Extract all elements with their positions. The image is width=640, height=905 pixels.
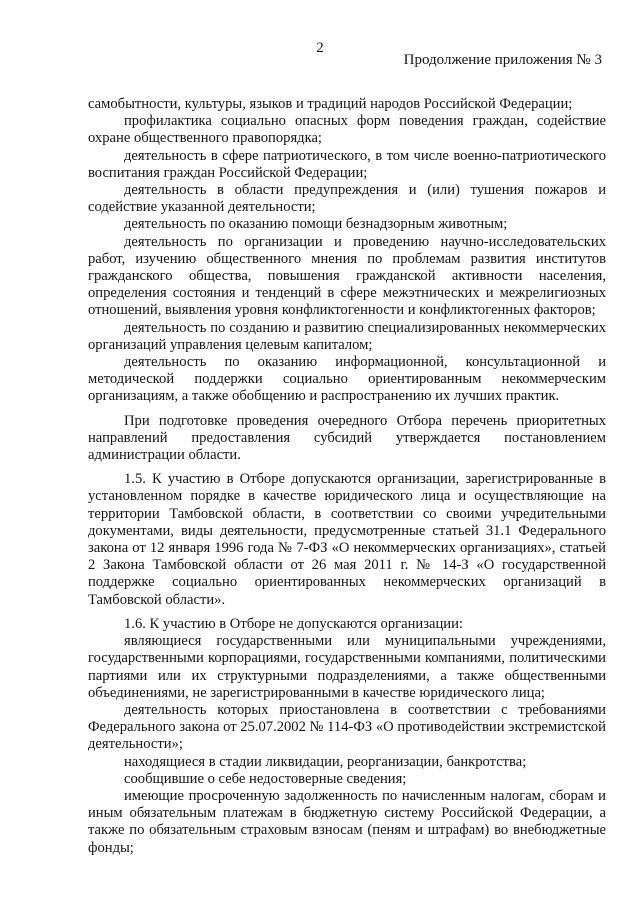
paragraph: деятельность в области предупреждения и (или) тушения пожаров и содействие указанной деятельности; xyxy=(88,182,606,216)
appendix-continuation-label: Продолжение приложения № 3 xyxy=(403,52,602,68)
paragraph: деятельность по организации и проведению научно-исследовательских работ, изучению общественного мнения по проблемам развития институтов гражданского общества, повышения гражданской активности населения, определения состояния и тенденций в сфере межэтнических и межрелигиозных отношений, выявления уровня конфликтогенности и конфликтогенных факторов; xyxy=(88,233,606,319)
paragraph: деятельность по оказанию помощи безнадзорным животным; xyxy=(124,216,508,233)
paragraph: сообщившие о себе недостоверные сведения; xyxy=(124,770,407,787)
paragraph: 1.6. К участию в Отборе не допускаются организации: xyxy=(124,615,463,632)
paragraph: деятельность которых приостановлена в соответствии с требованиями Федерального закона от 25.07.2002 № 114-ФЗ «О противодействии экстремистской деятельности»; xyxy=(88,701,606,753)
paragraph: самобытности, культуры, языков и традиций народов Российской Федерации; xyxy=(88,96,573,112)
paragraph: деятельность по созданию и развитию специализированных некоммерческих организаций управления целевым капиталом; xyxy=(88,319,606,353)
paragraph: имеющие просроченную задолженность по начисленным налогам, сборам и иным обязательным платежам в бюджетную систему Российской Федерации, а также по обязательным страховым взносам (пеням и штрафам) во внебюджетные фонды; xyxy=(88,787,606,856)
paragraph: При подготовке проведения очередного Отбора перечень приоритетных направлений предоставления субсидий утверждается постановлением администрации области. xyxy=(88,412,606,464)
paragraph: профилактика социально опасных форм поведения граждан, содействие охране общественного правопорядка; xyxy=(88,113,606,147)
paragraph: деятельность по оказанию информационной, консультационной и методической поддержки социально ориентированным некоммерческим организациям, а также обобщению и распространению их лучших практик. xyxy=(88,354,606,405)
paragraph: находящиеся в стадии ликвидации, реорганизации, банкротства; xyxy=(124,753,527,770)
paragraph: деятельность в сфере патриотического, в том числе военно-патриотического воспитания граждан Российской Федерации; xyxy=(88,147,606,181)
page-number: 2 xyxy=(316,40,324,56)
paragraph: являющиеся государственными или муниципальными учреждениями, государственными корпорациями, государственными компаниями, политическими партиями или их структурными подразделениями, а также общественными объединениями, не зарегистрированными в качестве юридического лица; xyxy=(88,633,606,701)
paragraph: 1.5. К участию в Отборе допускаются организации, зарегистрированные в установленном порядке в качестве юридического лица и осуществляющие на территории Тамбовской области, в соответствии со своими учредительными документами, виды деятельности, предусмотренные статьей 31.1 Федерального закона от 12 января 1996 года № 7-ФЗ «О некоммерческих организациях», статьей 2 Закона Тамбовской области от 26 мая 2011 г. № 14-З «О государственной поддержке социально ориентированных некоммерческих организаций в Тамбовской области». xyxy=(88,471,606,608)
document-body xyxy=(88,96,606,857)
